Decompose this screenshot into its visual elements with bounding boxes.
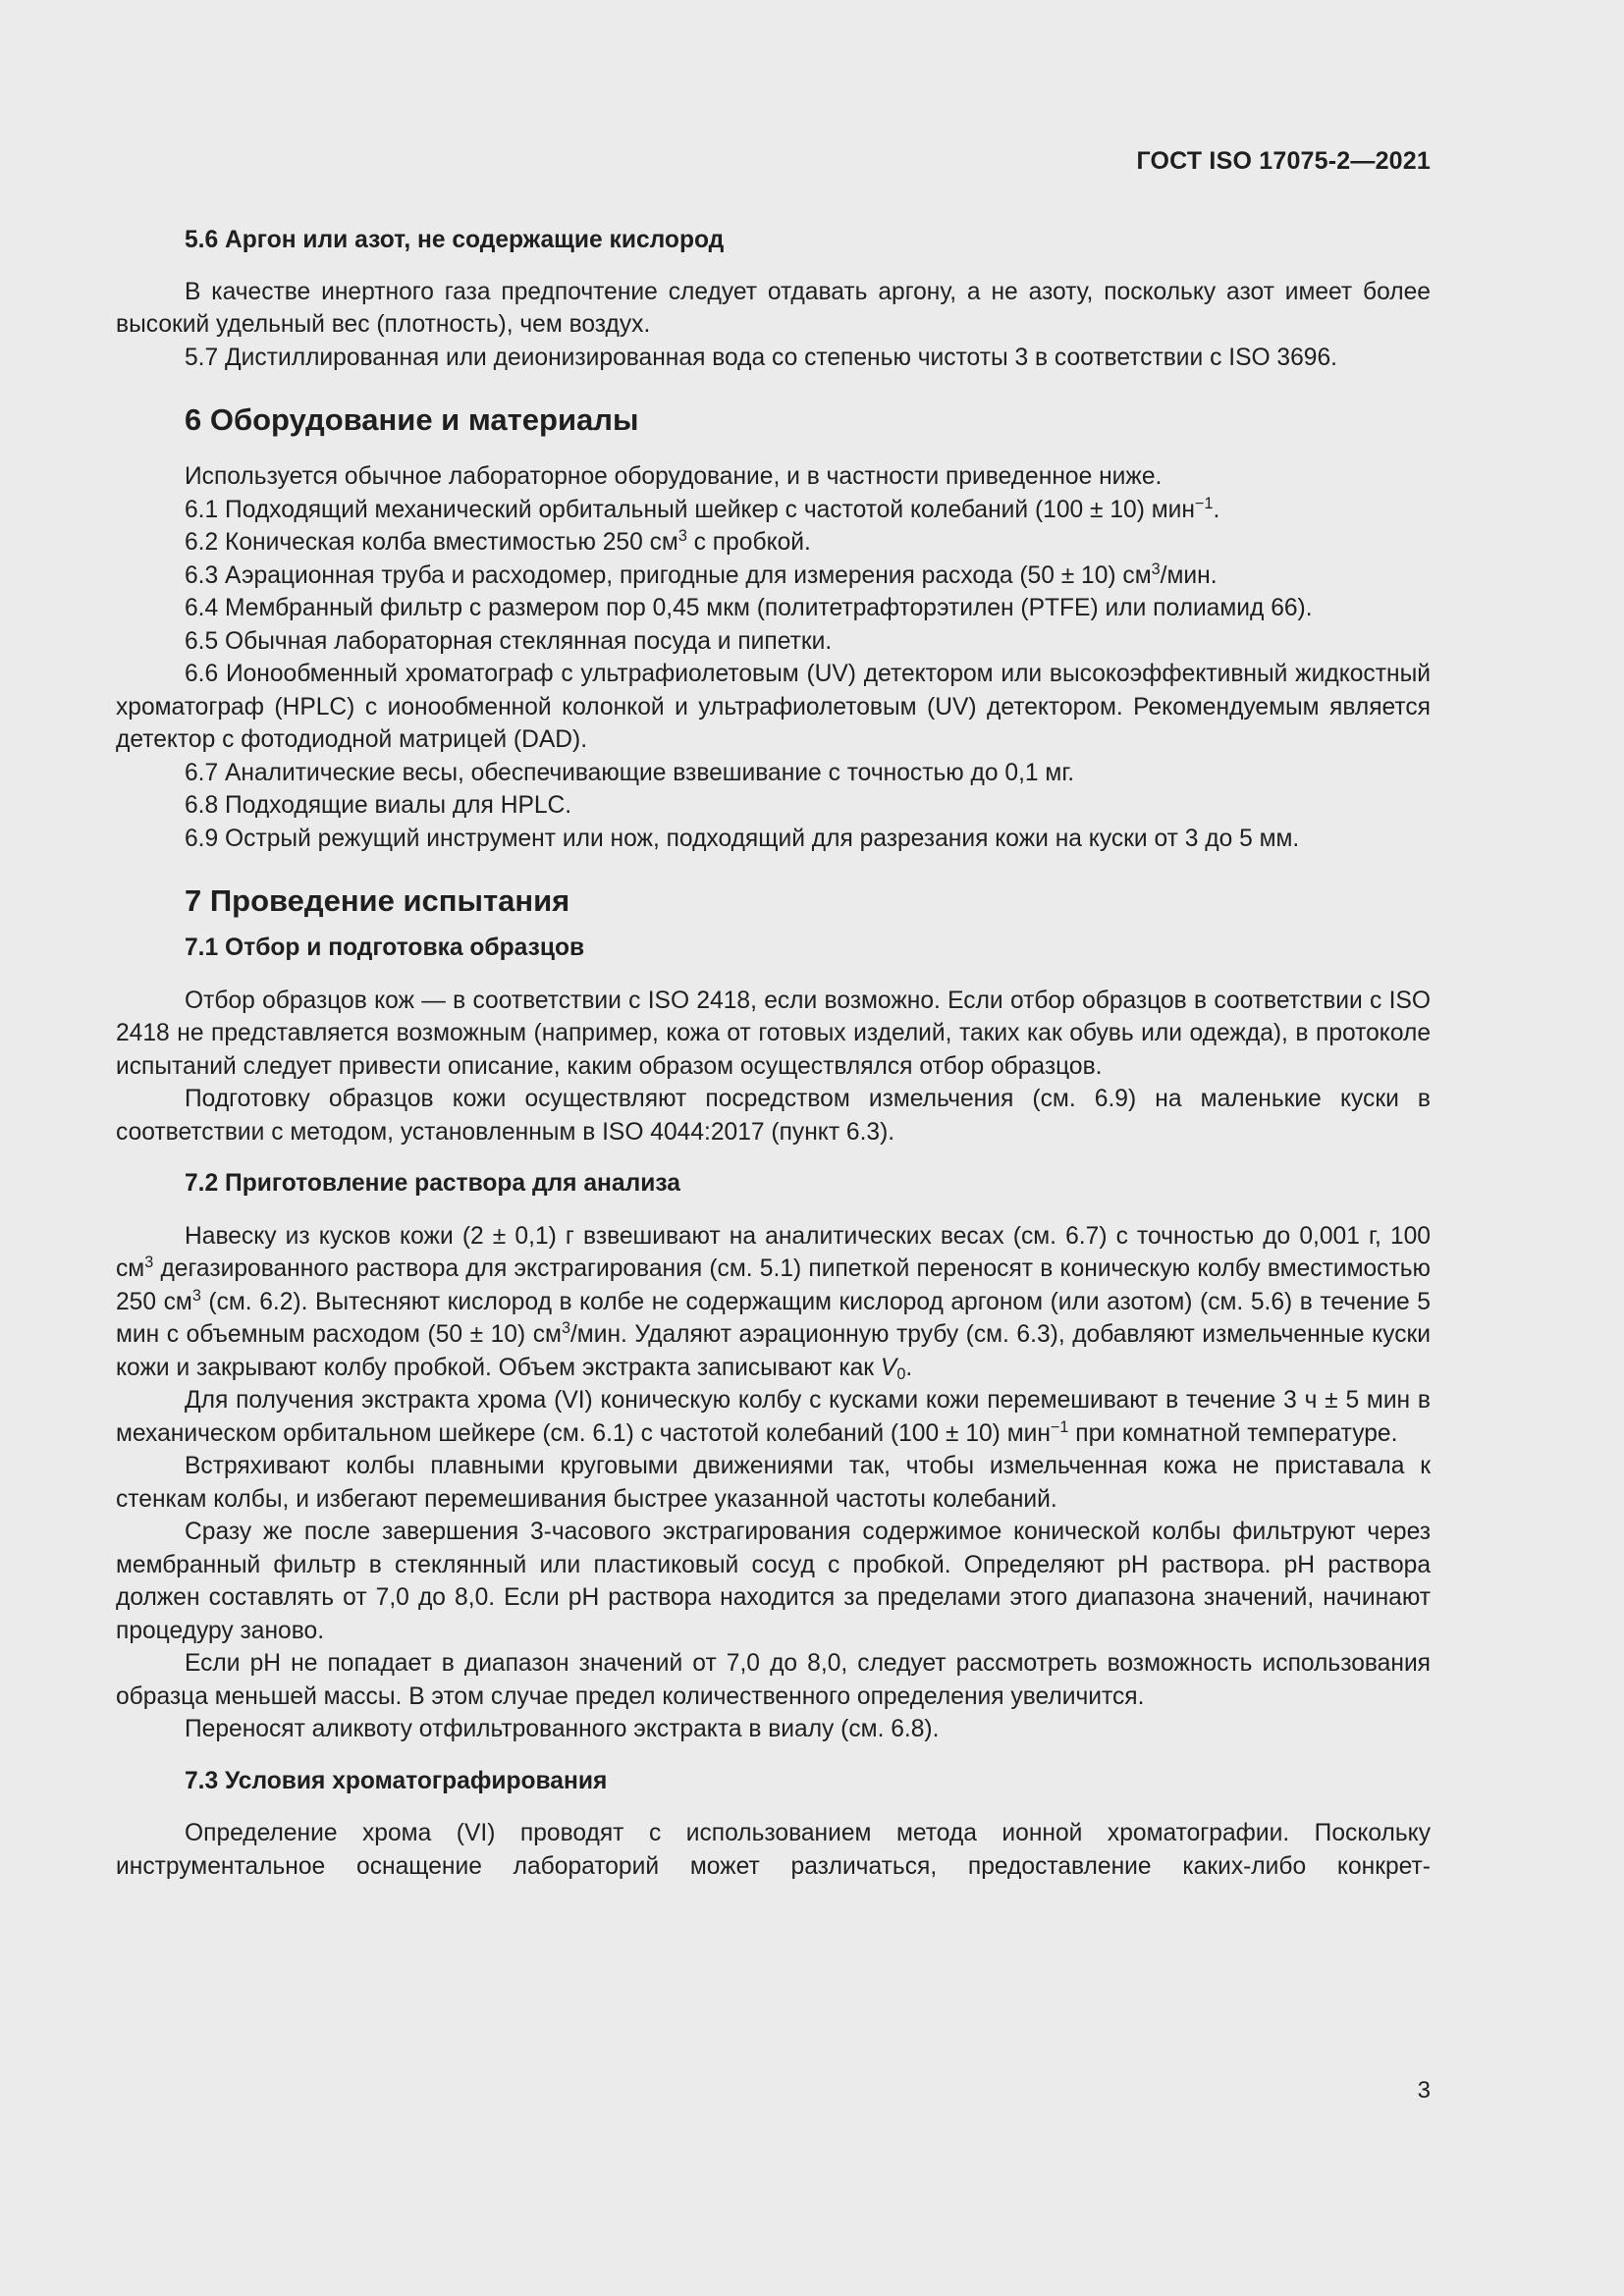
document-page bbox=[116, 0, 1431, 2296]
section-7-2-paragraph-3: Встряхивают колбы плавными круговыми движениями так, чтобы измельченная кожа не приставала к стенкам колбы, и избегают перемешивания быстрее указанной частоты колебаний. bbox=[116, 1453, 1431, 1513]
section-7-2-paragraph-4: Сразу же после завершения 3-часового экстрагирования содержимое конической колбы фильтруют через мембранный фильтр в стеклянный или пластиковый сосуд с пробкой. Определяют pH раствора. pH раствора должен составлять от 7,0 до 8,0. Если pH раствора находится за пределами этого диапазона значений, начинают процедуру заново. bbox=[116, 1519, 1431, 1644]
page-number: 3 bbox=[1417, 2077, 1431, 2104]
item-6-8: 6.8 Подходящие виалы для HPLC. bbox=[185, 792, 572, 819]
section-7-1-paragraph-1: Отбор образцов кож — в соответствии с ISO 2418, если возможно. Если отбор образцов в соответствии с ISO 2418 не представляется возможным (например, кожа от готовых изделий, таких как обувь или одежда), в протоколе испытаний следует привести описание, каким образом осуществлялся отбор образцов. bbox=[116, 987, 1431, 1080]
section-7-2-heading: 7.2 Приготовление раствора для анализа bbox=[185, 1170, 680, 1197]
section-7-2-paragraph-6: Переносят аликвоту отфильтрованного экстракта в виалу (см. 6.8). bbox=[185, 1716, 940, 1742]
section-5-6-paragraph: В качестве инертного газа предпочтение следует отдавать аргону, а не азоту, поскольку азот имеет более высокий удельный вес (плотность), чем воздух. bbox=[116, 278, 1431, 338]
item-6-4: 6.4 Мембранный фильтр с размером пор 0,45 мкм (политетрафторэтилен (PTFE) или полиамид 66). bbox=[185, 595, 1313, 621]
item-6-6: 6.6 Ионообменный хроматограф с ультрафиолетовым (UV) детектором или высокоэффективный жидкостный хроматограф (HPLC) с ионообменной колонкой и ультрафиолетовым (UV) детектором. Рекомендуемым является детектор с фотодиодной матрицей (DAD). bbox=[116, 661, 1431, 753]
item-6-2: 6.2 Коническая колба вместимостью 250 $см^3$ с пробкой. bbox=[185, 527, 811, 556]
section-7-heading: 7 Проведение испытания bbox=[185, 883, 570, 918]
section-7-1-heading: 7.1 Отбор и подготовка образцов bbox=[185, 934, 585, 961]
section-7-2-paragraph-2: Для получения экстракта хрома (VI) коническую колбу с кусками кожи перемешивают в течение 3 ч ± 5 мин в механическом орбитальном шейкере (см. 6.1) с частотой колебаний (100 ± 10) мин$^{-1}$ при комнатной температуре. bbox=[116, 1387, 1431, 1447]
section-7-2-paragraph-1: Навеску из кусков кожи (2 ± 0,1) г взвешивают на аналитических весах (см. 6.7) с точностью до 0,001 г, 100 $см^3$ дегазированного раствора для экстрагирования (см. 5.1) пипеткой переносят в коническую колбу вместимостью 250 $см^3$ (см. 6.2). Вытесняют кислород в колбе не содержащим кислород аргоном (или азотом) (см. 5.6) в течение 5 мин с объемным расходом (50 ± 10) $см^3$/мин. Удаляют аэрационную трубу (см. 6.3), добавляют измельченные куски кожи и закрывают колбу пробкой. Объем экстракта записывают как $V_0$. bbox=[116, 1222, 1431, 1383]
section-5-6-heading: 5.6 Аргон или азот, не содержащие кислород bbox=[185, 227, 725, 253]
section-7-1-paragraph-2: Подготовку образцов кожи осуществляют посредством измельчения (см. 6.9) на маленькие куски в соответствии с методом, установленным в ISO 4044:2017 (пункт 6.3). bbox=[116, 1086, 1431, 1146]
section-6-intro: Используется обычное лабораторное оборудование, и в частности приведенное ниже. bbox=[185, 463, 1163, 490]
item-6-9: 6.9 Острый режущий инструмент или нож, подходящий для разрезания кожи на куски от 3 до 5 мм. bbox=[185, 825, 1300, 852]
section-5-7-paragraph: 5.7 Дистиллированная или деионизированная вода со степенью чистоты 3 в соответствии с ISO 3696. bbox=[185, 344, 1337, 371]
item-6-1: 6.1 Подходящий механический орбитальный шейкер с частотой колебаний (100 ± 10) мин$^{-1}$. bbox=[185, 494, 1220, 523]
item-6-7: 6.7 Аналитические весы, обеспечивающие взвешивание с точностью до 0,1 мг. bbox=[185, 759, 1075, 786]
section-7-3-heading: 7.3 Условия хроматографирования bbox=[185, 1767, 608, 1794]
variable-v: V bbox=[880, 1354, 897, 1381]
item-6-5: 6.5 Обычная лабораторная стеклянная посуда и пипетки. bbox=[185, 627, 833, 655]
document-body bbox=[116, 224, 1431, 1883]
section-6-heading: 6 Оборудование и материалы bbox=[185, 402, 639, 437]
item-6-3: 6.3 Аэрационная труба и расходомер, пригодные для измерения расхода (50 ± 10) $см^3$/мин. bbox=[185, 560, 1218, 589]
document-header-id: ГОСТ ISO 17075-2—2021 bbox=[1136, 147, 1431, 175]
section-7-3-paragraph-1: Определение хрома (VI) проводят с использованием метода ионной хроматографии. Поскольку инструментальное оснащение лабораторий может различаться, предоставление каких-либо конкрет- bbox=[116, 1820, 1431, 1880]
section-7-2-paragraph-5: Если pH не попадает в диапазон значений от 7,0 до 8,0, следует рассмотреть возможность использования образца меньшей массы. В этом случае предел количественного определения увеличится. bbox=[116, 1650, 1431, 1710]
